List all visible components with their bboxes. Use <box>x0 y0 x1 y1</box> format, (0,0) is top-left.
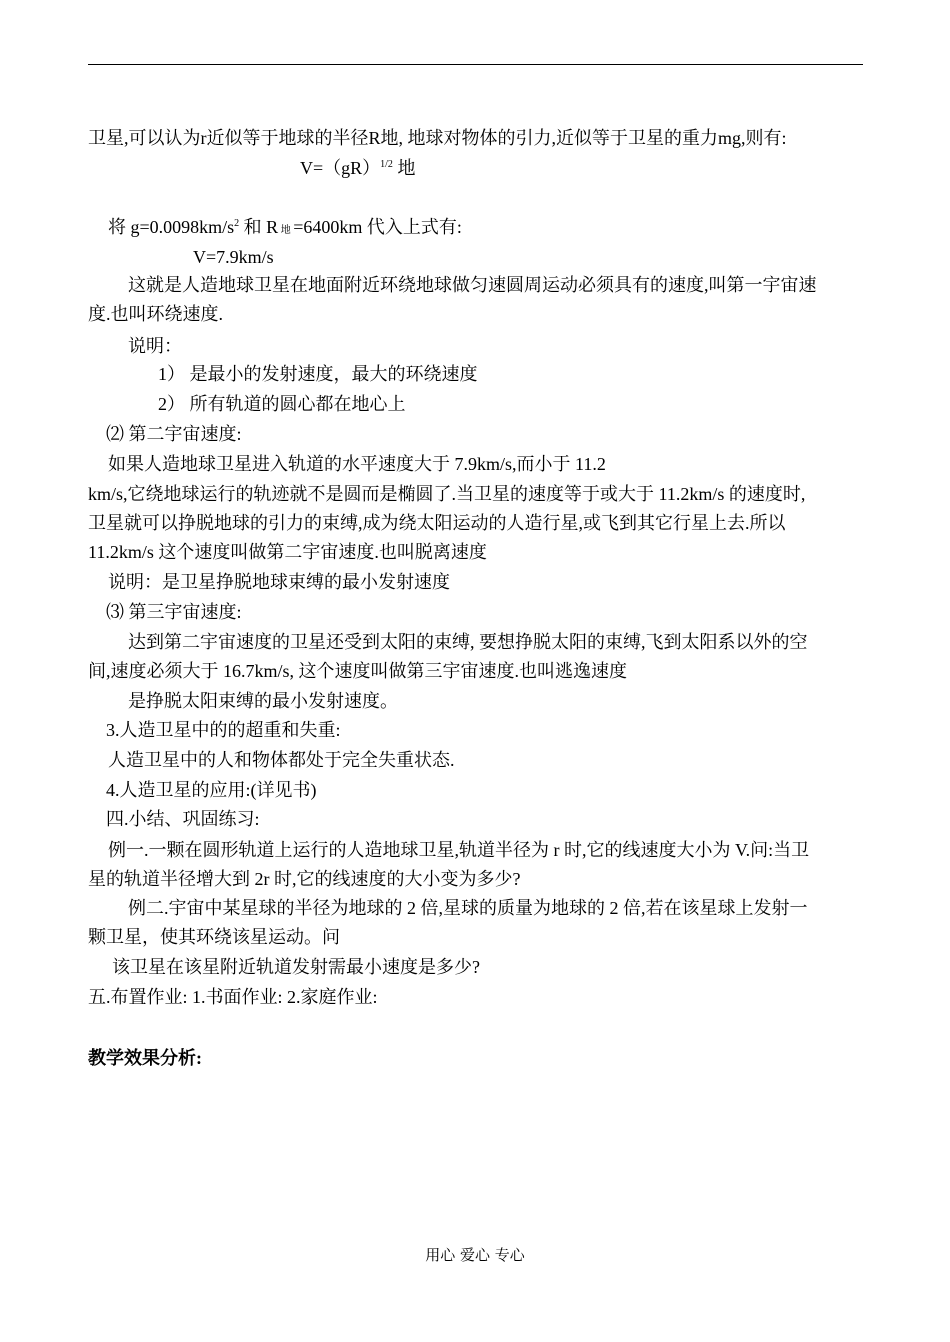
section-heading: ⑵ 第二宇宙速度: <box>106 424 242 444</box>
paragraph-line: 间,速度必须大于 16.7km/s, 这个速度叫做第三宇宙速度.也叫逃逸速度 <box>88 661 628 681</box>
section-heading: 四.小结、巩固练习: <box>106 809 260 829</box>
paragraph-line: 这就是人造地球卫星在地面附近环绕地球做匀速圆周运动必须具有的速度,叫第一宇宙速 <box>128 275 817 295</box>
analysis-heading: 教学效果分析: <box>88 1048 202 1068</box>
homework-line: 五.布置作业: 1.书面作业: 2.家庭作业: <box>88 987 378 1007</box>
formula-text: V=（gR） <box>300 158 381 178</box>
substitution-text: =6400km 代入上式有: <box>293 217 462 237</box>
paragraph-line: 人造卫星中的人和物体都处于完全失重状态. <box>108 750 455 770</box>
paragraph-line: 11.2km/s 这个速度叫做第二宇宙速度.也叫脱离速度 <box>88 542 487 562</box>
note-item: 1） 是最小的发射速度，最大的环绕速度 <box>158 364 478 384</box>
page-footer: 用心 爱心 专心 <box>425 1246 525 1264</box>
note-item: 2） 所有轨道的圆心都在地心上 <box>158 394 406 414</box>
section-heading: 4.人造卫星的应用:(详见书) <box>106 780 317 800</box>
example-line: 例一.一颗在圆形轨道上运行的人造地球卫星,轨道半径为 r 时,它的线速度大小为 V.问:当卫 <box>108 840 810 860</box>
paragraph-line: km/s,它绕地球运行的轨迹就不是圆而是椭圆了.当卫星的速度等于或大于 11.2km/s 的速度时, <box>88 484 806 504</box>
formula-first-velocity <box>300 156 415 180</box>
section-heading: 3.人造卫星中的的超重和失重: <box>106 720 341 740</box>
formula-text: 地 <box>392 158 416 178</box>
paragraph-line: 度.也叫环绕速度. <box>88 304 223 324</box>
example-line: 颗卫星，使其环绕该星运动。问 <box>88 927 340 947</box>
paragraph-line: 达到第二宇宙速度的卫星还受到太阳的束缚, 要想挣脱太阳的束缚,飞到太阳系以外的空 <box>128 632 808 652</box>
example-line: 该卫星在该星附近轨道发射需最小速度是多少? <box>112 957 480 977</box>
note-label: 说明： <box>128 336 182 356</box>
substitution-line <box>108 215 462 243</box>
section-heading: ⑶ 第三宇宙速度: <box>106 602 242 622</box>
substitution-text: 和 R <box>239 217 279 237</box>
note-label: 说明：是卫星挣脱地球束缚的最小发射速度 <box>108 572 450 592</box>
substitution-exponent: 2 <box>234 218 240 229</box>
paragraph-line: 如果人造地球卫星进入轨道的水平速度大于 7.9km/s,而小于 11.2 <box>108 454 606 474</box>
header-rule <box>88 64 863 65</box>
example-line: 例二.宇宙中某星球的半径为地球的 2 倍,星球的质量为地球的 2 倍,若在该星球上发射一 <box>128 898 808 918</box>
substitution-text: 将 g=0.0098km/s <box>108 217 235 237</box>
substitution-subscript: 地 <box>278 225 294 236</box>
paragraph-line: 卫星,可以认为r近似等于地球的半径R地, 地球对物体的引力,近似等于卫星的重力mg,则有: <box>88 128 787 148</box>
paragraph-line: 卫星就可以挣脱地球的引力的束缚,成为绕太阳运动的人造行星,或飞到其它行星上去.所以 <box>88 513 786 533</box>
formula-result: V=7.9km/s <box>193 247 274 267</box>
paragraph-line: 是挣脱太阳束缚的最小发射速度。 <box>128 691 398 711</box>
example-line: 星的轨道半径增大到 2r 时,它的线速度的大小变为多少? <box>88 869 521 889</box>
formula-exponent: 1/2 <box>380 159 393 170</box>
